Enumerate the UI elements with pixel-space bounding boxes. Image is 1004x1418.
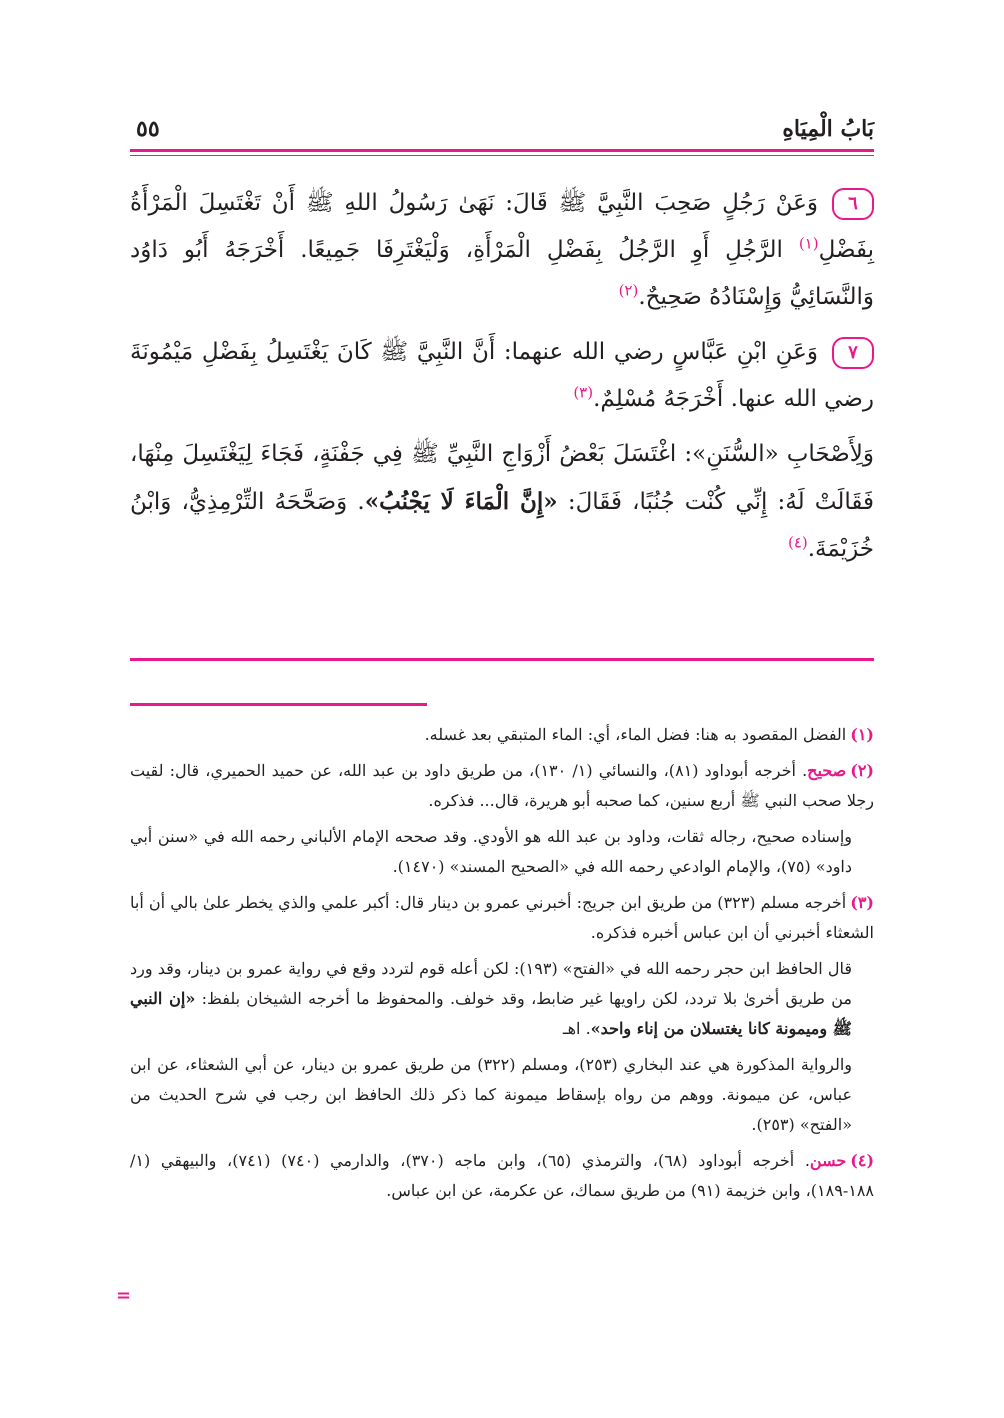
footnote-text: أخرجه مسلم (٣٢٣) من طريق ابن جريج: أخبرني عمرو بن دينار قال: أكبر علمي والذي يخطر علىٰ بالي أن أبا الشعثاء أخبرني أن ابن عباس أخبره فذكره. <box>130 893 874 942</box>
chapter-title: بَابُ الْمِيَاهِ <box>782 116 874 142</box>
footnote-text: وإسناده صحيح، رجاله ثقات، وداود بن عبد الله هو الأودي. وقد صححه الإمام الألباني رحمه الله في «سنن أبي داود» (٧٥)، والإمام الوادعي رحمه الله في «الصحيح المسند» (١٤٧٠). <box>130 827 852 876</box>
header-rule <box>130 149 874 152</box>
main-text-rule <box>130 658 874 661</box>
footnote-2 <box>130 756 874 816</box>
footnote-quote: «إن النبي ﷺ وميمونة كانا يغتسلان من إناء واحد» <box>130 989 852 1038</box>
footnote-4 <box>130 1146 874 1206</box>
footnote-2-para <box>130 822 874 882</box>
footnote-text: . اهـ <box>562 1019 591 1038</box>
continuation-mark: = <box>116 1285 132 1306</box>
hadith-number-badge: ٧ <box>832 337 874 369</box>
footnote-text: والرواية المذكورة هي عند البخاري (٢٥٣)، ومسلم (٣٢٢) من طريق عمرو بن دينار، عن أبي الشعثاء، عن ابن عباس، عن ميمونة. ووهم من رواه بإسقاط ميمونة كما ذكر ذلك الحافظ ابن رجب في شرح الحديث من «الفتح» (٢٥٣). <box>130 1055 853 1134</box>
hadith-6 <box>130 180 874 321</box>
footnote-number: (١) <box>850 725 874 744</box>
footnote-number: (٢) <box>850 761 874 780</box>
hadith-text-part: وَلِأَصْحَابِ «السُّنَنِ»: اغْتَسَلَ بَعْضُ أَزْوَاجِ النَّبِيِّ ﷺ فِي جَفْنَةٍ، فَجَاءَ لِيَغْتَسِلَ مِنْهَا، فَقَالَتْ لَهُ: إِنِّي كُنْت جُنُبًا، فَقَالَ: <box>130 441 874 515</box>
hadith-7-sunan-variant <box>130 431 874 573</box>
footnote-1 <box>130 720 874 750</box>
footnote-3-para <box>130 1050 874 1140</box>
hadith-text-part: وَعَنْ رَجُلٍ صَحِبَ النَّبِيَّ ﷺ قَالَ: نَهَىٰ رَسُولُ اللهِ ﷺ أَنْ تَغْتَسِلَ الْمَرْأَةُ بِفَضْلِ <box>130 190 874 263</box>
header-rule-thin <box>130 155 874 156</box>
footnote-ref[interactable]: (٢) <box>618 281 639 300</box>
footnote-text: الفضل المقصود به هنا: فضل الماء، أي: الماء المتبقي بعد غسله. <box>424 725 847 744</box>
footnote-text: قال الحافظ ابن حجر رحمه الله في «الفتح» (١٩٣): لكن أعله قوم لتردد وقع في رواية عمرو بن دينار، وقد ورد من طريق أخرىٰ بلا تردد، لكن راويها غير ضابط، وقد خولف. والمحفوظ ما أخرجه الشيخان بلفظ: <box>130 959 852 1008</box>
footnote-separator <box>130 703 427 706</box>
footnote-text: . أخرجه أبوداود (٨١)، والنسائي (١/ ١٣٠)، من طريق داود بن عبد الله، عن حميد الحميري، قال: لقيت رجلا صحب النبي ﷺ أربع سنين، كما صحبه أبو هريرة، قال... فذكره. <box>130 761 874 810</box>
footnote-3-para <box>130 954 874 1044</box>
footnotes <box>130 720 874 1212</box>
hadith-text-part: وَعَنِ ابْنِ عَبَّاسٍ رضي الله عنهما: أَنَّ النَّبِيَّ ﷺ كَانَ يَغْتَسِلُ بِفَضْلِ مَيْمُونَةَ رضي الله عنها. أَخْرَجَهُ مُسْلِمٌ. <box>130 339 874 412</box>
page-number: ٥٥ <box>136 116 160 142</box>
footnote-text: . أخرجه أبوداود (٦٨)، والترمذي (٦٥)، وابن ماجه (٣٧٠)، والدارمي (٧٤٠) (٧٤١)، والبيهقي (١/ ١٨٨-١٨٩)، وابن خزيمة (٩١) من طريق سماك، عن عكرمة، عن ابن عباس. <box>130 1151 874 1200</box>
hadith-text-part: الرَّجُلِ أَوِ الرَّجُلُ بِفَضْلِ الْمَرْأَةِ، وَلْيَغْتَرِفَا جَمِيعًا. أَخْرَجَهُ أَبُو دَاوُد وَالنَّسَائِيُّ وَإِسْنَادُهُ صَحِيحٌ. <box>130 237 874 310</box>
footnote-3 <box>130 888 874 948</box>
page-header <box>130 110 874 150</box>
footnote-ref[interactable]: (٣) <box>573 383 594 402</box>
footnote-number: (٣) <box>850 893 874 912</box>
footnote-number: (٤) <box>850 1151 875 1170</box>
footnote-ref[interactable]: (١) <box>798 234 819 253</box>
hadith-text-part: . وَصَحَّحَهُ التِّرْمِذِيُّ، وَابْنُ خُزَيْمَةَ. <box>130 489 874 562</box>
hadith-text <box>130 180 874 573</box>
grade-label: حسن <box>809 1151 847 1170</box>
grade-label: صحيح <box>807 761 847 780</box>
hadith-7 <box>130 329 874 423</box>
hadith-number-badge: ٦ <box>832 188 874 220</box>
footnote-ref[interactable]: (٤) <box>787 533 808 552</box>
prophetic-quote: «إِنَّ الْمَاءَ لَا يَجْنُبُ» <box>364 488 558 515</box>
